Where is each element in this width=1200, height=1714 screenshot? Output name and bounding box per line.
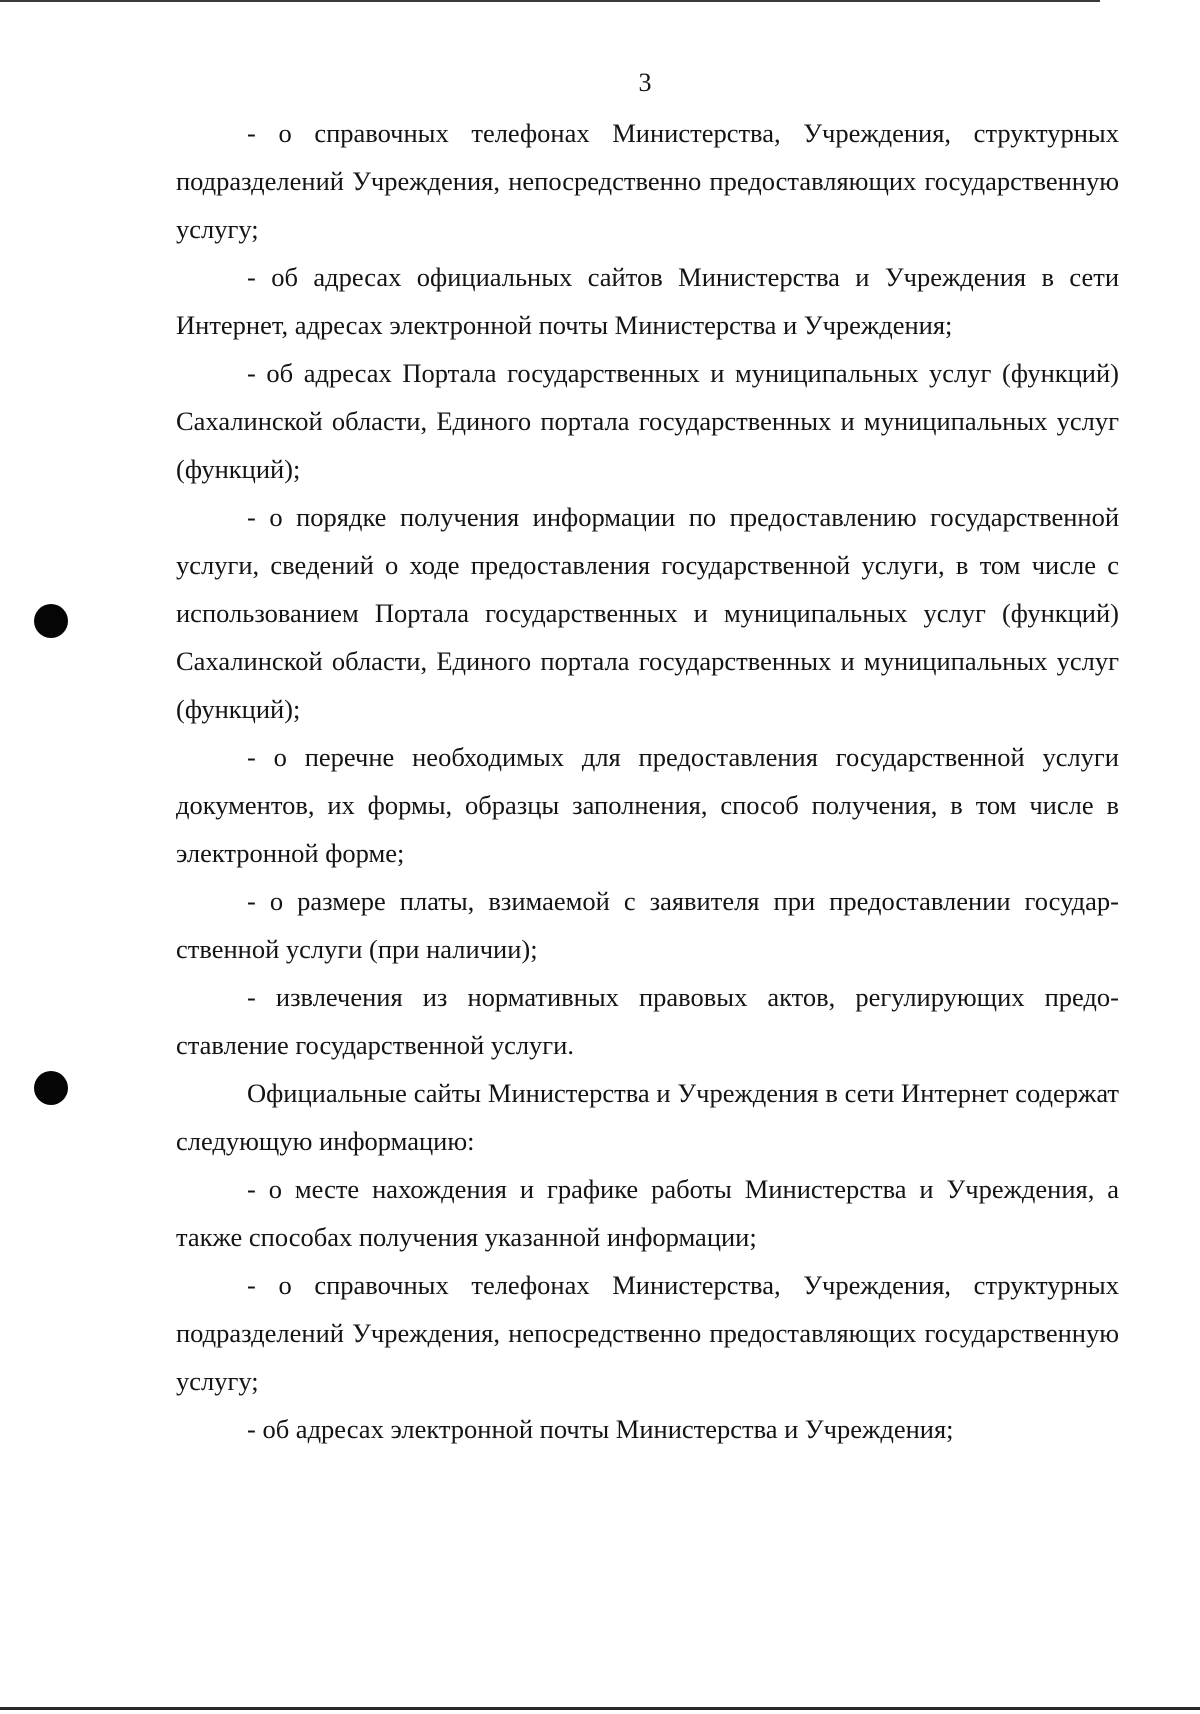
document-body: [176, 109, 1119, 1453]
paragraph-emails: - об адресах электронной почты Министерства и Учреждения;: [247, 1414, 954, 1444]
punch-hole-upper: [34, 604, 68, 638]
paragraph-legal-extracts: - извлечения из нормативных правовых актов, регулирующих предоставление государственной услуги.: [176, 982, 1119, 1060]
paragraph-fee: - о размере платы, взимаемой с заявителя при предоставлении государственной услуги (при наличии);: [176, 886, 1119, 964]
scan-bottom-edge-line: [0, 1707, 1200, 1710]
paragraph-portals: - об адресах Портала государственных и муниципальных услуг (функций) Сахалинской области, Единого портала государственных и муниципальных услуг (функций);: [176, 358, 1119, 484]
paragraph-websites: - об адресах официальных сайтов Министерства и Учреждения в сети Интернет, адресах электронной почты Министерства и Учреждения;: [176, 262, 1119, 340]
punch-hole-lower: [34, 1071, 68, 1105]
paragraph-official-sites-intro: Официальные сайты Министерства и Учреждения в сети Интернет содержат следующую информацию:: [176, 1078, 1119, 1156]
paragraph-phones-repeat: - о справочных телефонах Министерства, Учреждения, структурных подразделений Учреждения, непосредственно предоставляющих государственную услугу;: [176, 1270, 1119, 1396]
paragraph-documents-list: - о перечне необходимых для предоставления государственной услуги документов, их формы, образцы заполнения, способ получения, в том числе в электронной форме;: [176, 742, 1119, 868]
paragraph-info-procedure: - о порядке получения информации по предоставлению государственной услуги, сведений о ходе предоставления государственной услуги, в том числе с использованием Портала государственных и муниципальных услуг (функций) Сахалинской области, Единого портала государственных и муниципальных услуг (функций);: [176, 502, 1119, 724]
page-number: 3: [638, 68, 652, 97]
scan-top-edge-line: [0, 0, 1100, 2]
paragraph-phones: - о справочных телефонах Министерства, Учреждения, структурных подразделений Учреждения, непосредственно предоставляющих государственную услугу;: [176, 118, 1119, 244]
paragraph-location-schedule: - о месте нахождения и графике работы Министерства и Учреждения, а также способах получения указанной информации;: [176, 1174, 1119, 1252]
